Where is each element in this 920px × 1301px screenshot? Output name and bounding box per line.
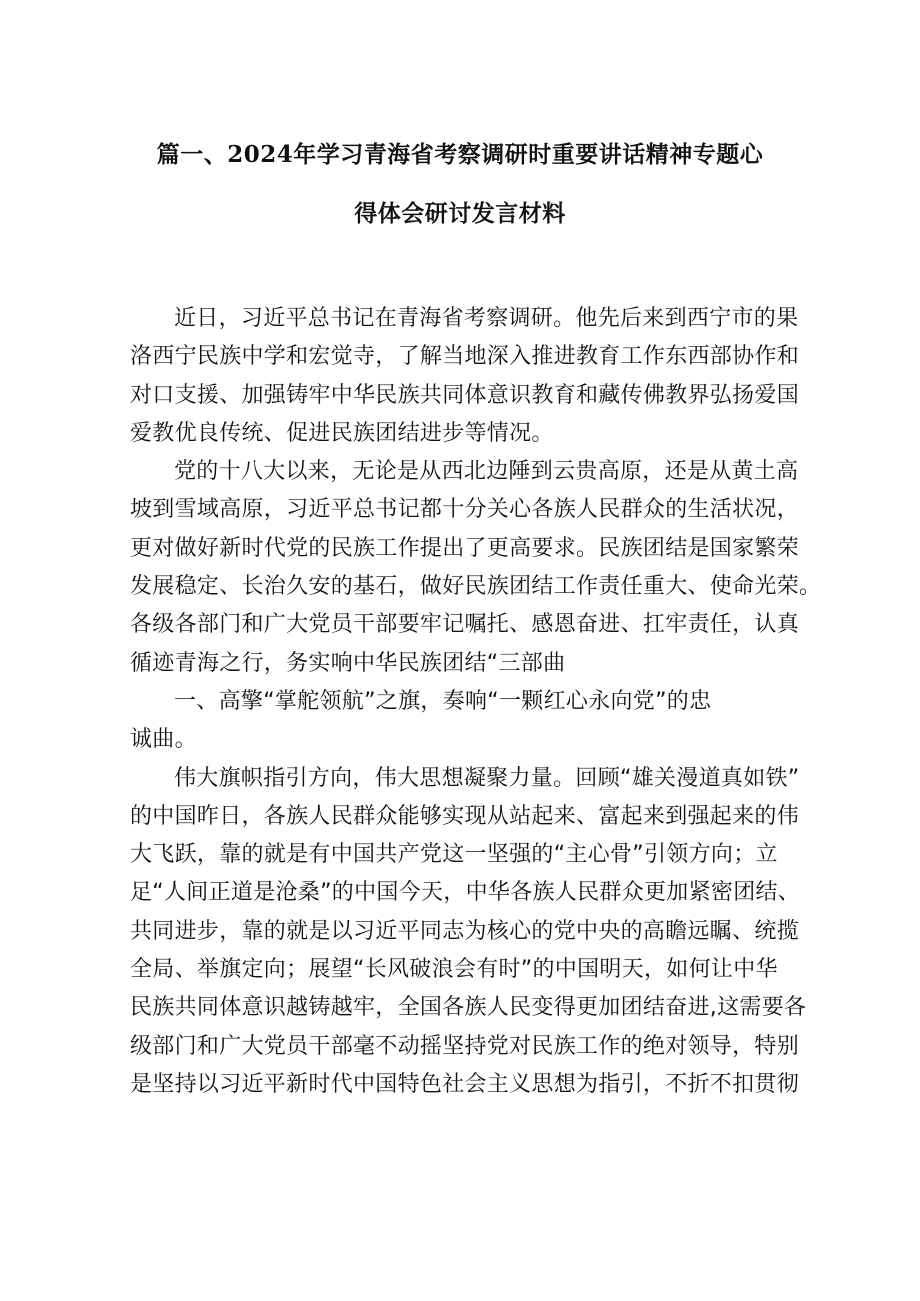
- paragraph-line: 各级各部门和广大党员干部要牢记嘱托、感恩奋进、扛牢责任，认真: [130, 612, 800, 638]
- paragraph-line: 民族共同体意识越铸越牢，全国各族人民变得更加团结奋进,这需要各: [130, 995, 807, 1021]
- paragraph-line: 一、高擎“掌舵领航”之旗，奏响“一颗红心永向党”的忠: [174, 688, 712, 714]
- paragraph-line: 的中国昨日，各族人民群众能够实现从站起来、富起来到强起来的伟: [130, 803, 800, 829]
- paragraph-line: 足“人间正道是沧桑”的中国今天，中华各族人民群众更加紧密团结、: [130, 880, 801, 906]
- paragraph-line: 循迹青海之行，务实响中华民族团结“三部曲: [130, 650, 566, 676]
- document-body: [130, 300, 822, 1104]
- paragraph-4: [130, 760, 807, 1105]
- paragraph-2: [130, 453, 822, 683]
- paragraph-line: 洛西宁民族中学和宏觉寺，了解当地深入推进教育工作东西部协作和: [130, 344, 800, 370]
- paragraph-line: 爱教优良传统、促进民族团结进步等情况。: [130, 420, 554, 446]
- paragraph-1: [130, 300, 800, 453]
- paragraph-line: 坡到雪域高原，习近平总书记都十分关心各族人民群众的生活状况，: [130, 497, 800, 523]
- paragraph-line: 是坚持以习近平新时代中国特色社会主义思想为指引，不折不扣贯彻: [130, 1071, 800, 1097]
- document-title-line-1: 篇一、2024年学习青海省考察调研时重要讲话精神专题心: [156, 141, 764, 168]
- paragraph-line: 级部门和广大党员干部毫不动摇坚持党对民族工作的绝对领导，特别: [130, 1033, 800, 1059]
- document-title-line-2: 得体会研讨发言材料: [354, 200, 566, 227]
- paragraph-line: 党的十八大以来，无论是从西北边陲到云贵高原，还是从黄土高: [174, 459, 799, 485]
- paragraph-line: 诚曲。: [130, 727, 197, 753]
- paragraph-line: 全局、举旗定向；展望“长风破浪会有时”的中国明天，如何让中华: [130, 957, 778, 983]
- paragraph-line: 共同进步，靠的就是以习近平同志为核心的党中央的高瞻远瞩、统揽: [130, 918, 800, 944]
- paragraph-line: 对口支援、加强铸牢中华民族共同体意识教育和藏传佛教界弘扬爱国: [130, 382, 800, 408]
- paragraph-line: 发展稳定、长治久安的基石，做好民族团结工作责任重大、使命光荣。: [130, 574, 822, 600]
- paragraph-line: 近日，习近平总书记在青海省考察调研。他先后来到西宁市的果: [174, 306, 799, 331]
- paragraph-line: 大飞跃，靠的就是有中国共产党这一坚强的“主心骨”引领方向；立: [130, 842, 778, 868]
- paragraph-line: 伟大旗帜指引方向，伟大思想凝聚力量。回顾“雄关漫道真如铁”: [174, 765, 800, 791]
- paragraph-3-section-heading: [130, 683, 790, 760]
- paragraph-line: 更对做好新时代党的民族工作提出了更高要求。民族团结是国家繁荣: [130, 535, 800, 561]
